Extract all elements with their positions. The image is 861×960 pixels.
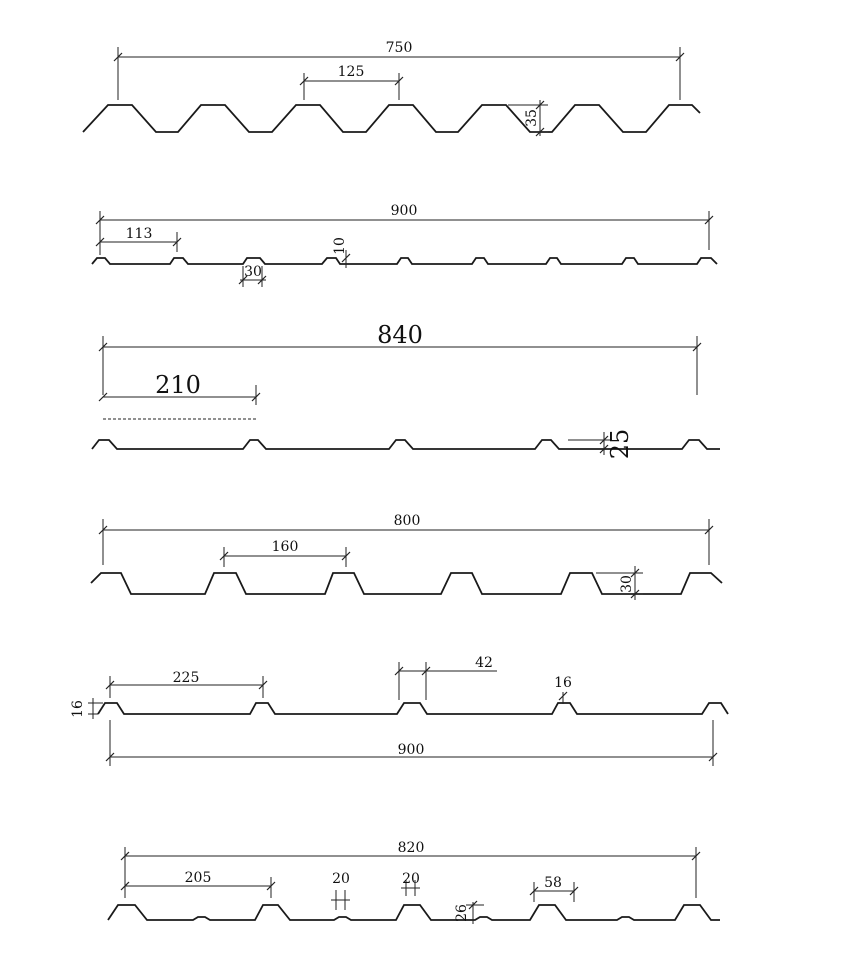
- profile-1-height-label: 35: [524, 109, 540, 127]
- profile-6-crest-label: 58: [544, 875, 562, 891]
- profile-5-height-right-label: 16: [554, 675, 572, 691]
- profile-4: [91, 513, 722, 600]
- profile-6-overall-label: 820: [397, 840, 425, 856]
- profile-5: [70, 655, 728, 766]
- profile-5-height-left-label: 16: [70, 700, 86, 718]
- profile-2-overall-label: 900: [390, 203, 418, 219]
- profile-4-pitch-label: 160: [271, 539, 299, 555]
- profile-4-height-label: 30: [619, 575, 635, 593]
- profile-1-overall-label: 750: [385, 40, 413, 56]
- profile-6-pitch-label: 205: [184, 870, 212, 886]
- profile-5-overall-label: 900: [397, 742, 425, 758]
- profile-6-outline: [108, 905, 720, 920]
- profile-3: [92, 321, 720, 459]
- profile-6-small-a-label: 20: [332, 871, 350, 887]
- profile-1: [83, 40, 700, 136]
- profile-6: [108, 840, 720, 924]
- profile-3-overall-label: 840: [377, 321, 423, 349]
- profile-4-overall-label: 800: [393, 513, 421, 529]
- profile-2-pitch-label: 113: [125, 226, 153, 242]
- profile-3-pitch-label: 210: [155, 371, 201, 399]
- profile-5-crest-label: 42: [475, 655, 493, 671]
- profile-6-small-b-label: 20: [402, 871, 420, 887]
- profile-2-outline: [92, 258, 717, 264]
- profile-5-pitch-label: 225: [172, 670, 200, 686]
- profile-1-outline: [83, 105, 700, 132]
- profile-2: [92, 203, 717, 287]
- profile-2-height-label: 10: [332, 237, 348, 255]
- profile-6-height-label: 26: [454, 904, 470, 922]
- profile-1-pitch-label: 125: [337, 64, 365, 80]
- profile-2-rib-label: 30: [244, 264, 262, 280]
- profile-3-height-label: 25: [606, 428, 634, 460]
- profile-5-outline: [98, 703, 728, 714]
